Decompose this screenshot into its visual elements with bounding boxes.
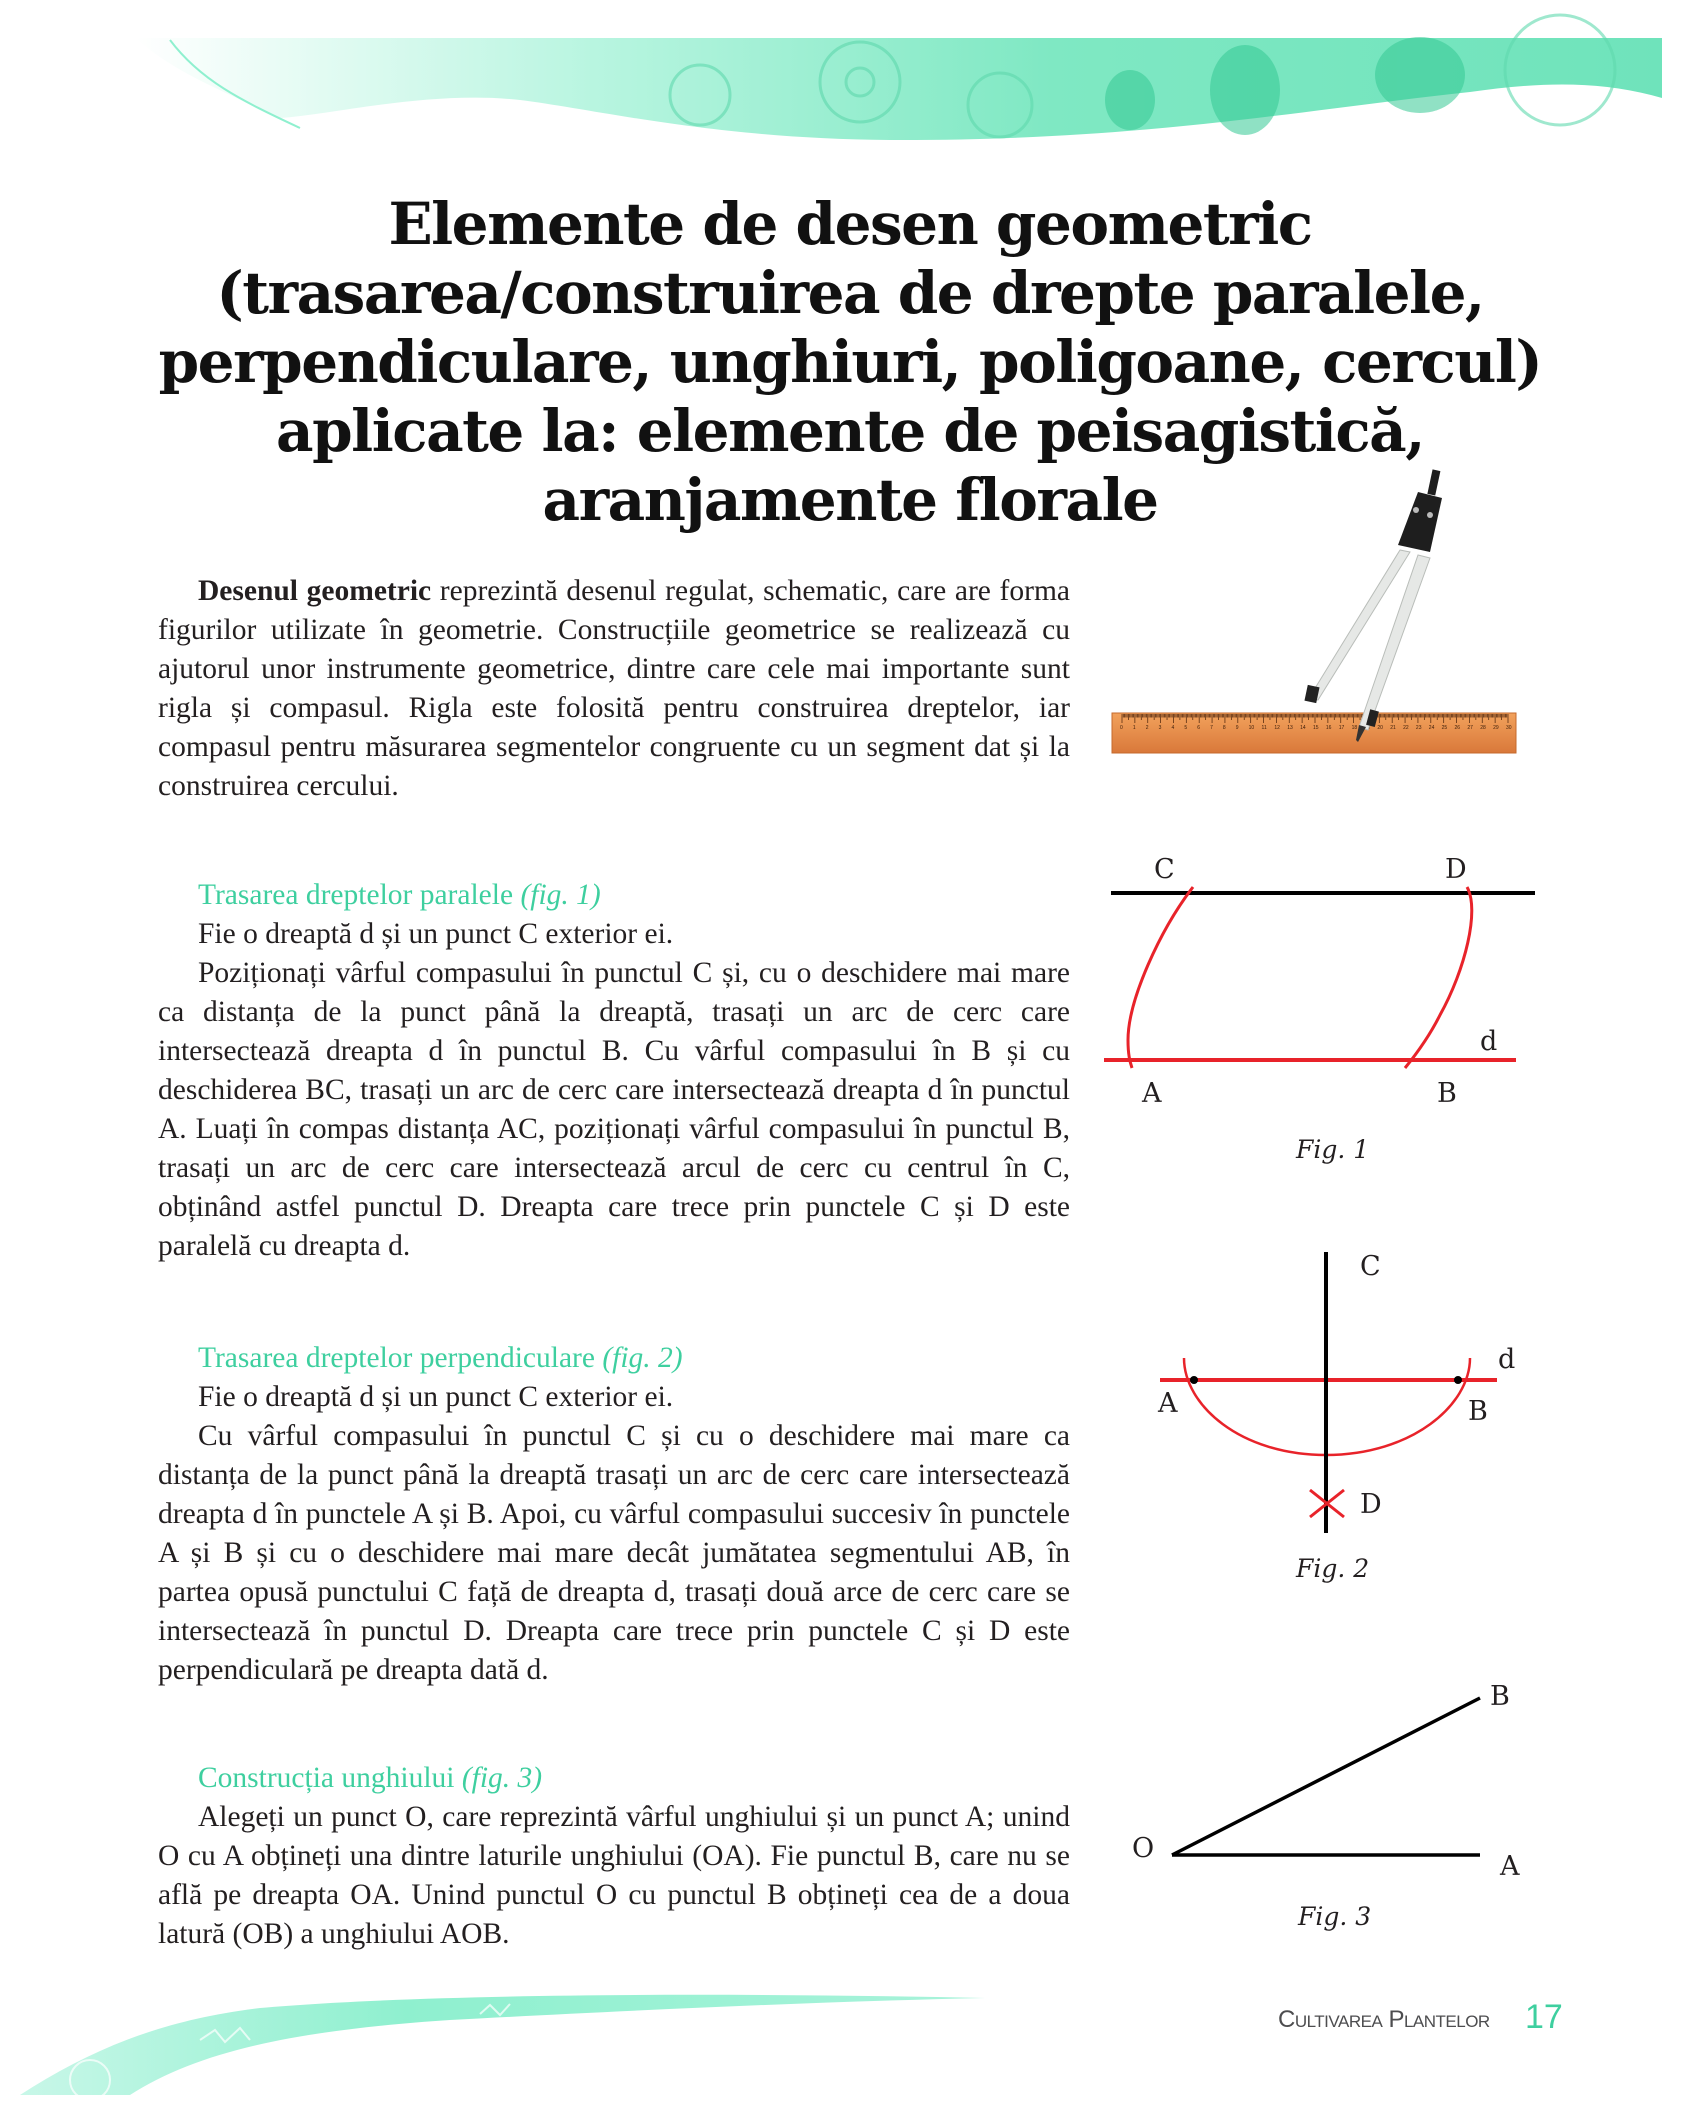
ruler xyxy=(1112,713,1516,753)
ruler-number: 9 xyxy=(1235,725,1239,731)
ruler-number: 25 xyxy=(1441,725,1448,731)
ruler-number: 16 xyxy=(1325,725,1332,731)
ruler-number: 18 xyxy=(1351,725,1358,731)
intro-text: reprezintă desenul regulat, schematic, care are forma figurilor utilizate în geometrie. Construcțiile geometrice se realizează cu ajutorul unor instrumente geometrice, dintre care cele mai importante sunt rigla și compasul. Rigla este folosită pentru construirea dreptelor, iar compasul pentru măsurarea segmentelor congruente cu un segment dat și la construirea cercului. xyxy=(158,575,1070,802)
section-paragraph: Cu vârful compasului în punctul C și cu o deschidere mai mare ca distanța de la punct până la dreaptă trasați un arc de cerc care intersectează dreapta d în punctele A și B. Apoi, cu vârful compasului succesiv în punctele A și B și cu o deschidere mai mare decât jumătatea segmentului AB, în partea opusă punctului C față de dreapta d, trasați două arce de cerc care se intersectează în punctul D. Dreapta care trece prin punctele C și D este perpendiculară pe dreapta dată d. xyxy=(158,1420,1070,1686)
section-heading: Trasarea dreptelor paralele (fig. 1) xyxy=(198,879,601,911)
ruler-number: 21 xyxy=(1390,725,1396,731)
point-b xyxy=(1454,1376,1462,1384)
page-number: 17 xyxy=(1525,1998,1563,2036)
running-footer-book-title: Cultivarea Plantelor xyxy=(1278,2006,1490,2033)
ruler-number: 10 xyxy=(1248,725,1255,731)
compass-icon xyxy=(1304,469,1442,742)
figure-3-angle xyxy=(1120,1670,1560,1960)
footer-decorative-band xyxy=(0,1990,1000,2126)
ruler-number: 1 xyxy=(1132,725,1136,731)
ruler-number: 7 xyxy=(1210,725,1213,731)
intro-section xyxy=(158,572,1070,806)
ruler-number: 17 xyxy=(1338,725,1345,731)
label-a: A xyxy=(1500,1851,1520,1882)
ruler-and-compass-illustration xyxy=(1100,460,1550,770)
figure-caption: Fig. 3 xyxy=(1298,1902,1372,1931)
intro-paragraph xyxy=(158,572,1070,806)
ruler-number: 27 xyxy=(1467,725,1473,731)
ruler-number: 15 xyxy=(1313,725,1319,731)
label-c: C xyxy=(1360,1251,1381,1282)
ruler-number: 3 xyxy=(1158,725,1162,731)
figure-caption: Fig. 2 xyxy=(1296,1554,1370,1583)
label-d-point: D xyxy=(1360,1489,1382,1520)
point-a xyxy=(1190,1376,1198,1384)
section-perpendicular-lines xyxy=(158,1339,1070,1690)
ruler-number: 6 xyxy=(1197,725,1200,731)
title-line: Elemente de desen geometric xyxy=(388,190,1312,258)
section-paragraph: Poziționați vârful compasului în punctul C și, cu o deschidere mai mare ca distanța de la punct până la dreaptă, trasați un arc de cerc care intersectează dreapta d în punctul B. Cu vârful compasului în B și cu deschiderea BC, trasați un arc de cerc care intersectează dreapta d în punctul A. Luați în compas distanța AC, poziționați vârful compasului în punctul B, trasați un arc de cerc care intersectează arcul de cerc cu centrul în C, obținând astfel punctul D. Dreapta care trece prin punctele C și D este paralelă cu dreapta d. xyxy=(158,957,1070,1262)
section-parallel-lines xyxy=(158,876,1070,1266)
ruler-number: 8 xyxy=(1222,725,1226,731)
label-b: B xyxy=(1490,1681,1510,1712)
ruler-number: 11 xyxy=(1261,725,1267,731)
ruler-number: 4 xyxy=(1171,725,1175,731)
label-b: B xyxy=(1437,1078,1457,1109)
ruler-number: 12 xyxy=(1274,725,1280,731)
label-a: A xyxy=(1142,1078,1162,1109)
ruler-number: 0 xyxy=(1120,725,1123,731)
arc-from-b xyxy=(1128,887,1193,1068)
figure-2-perpendicular-lines xyxy=(1130,1240,1560,1610)
section-heading: Trasarea dreptelor perpendiculare (fig. 2) xyxy=(198,1342,683,1374)
ruler-number: 22 xyxy=(1403,725,1409,731)
ruler-number: 5 xyxy=(1184,725,1188,731)
section-heading: Construcția unghiului (fig. 3) xyxy=(198,1762,543,1794)
label-o: O xyxy=(1132,1833,1155,1864)
ruler-number: 29 xyxy=(1493,725,1499,731)
section-paragraph: Fie o dreaptă d și un punct C exterior ei. xyxy=(198,918,674,950)
section-paragraph: Fie o dreaptă d și un punct C exterior ei. xyxy=(198,1381,674,1413)
figure-caption: Fig. 1 xyxy=(1296,1135,1370,1164)
label-d-point: D xyxy=(1445,854,1467,885)
label-b: B xyxy=(1468,1396,1488,1427)
ruler-number: 20 xyxy=(1377,725,1383,731)
section-paragraph: Alegeți un punct O, care reprezintă vârful unghiului și un punct A; unind O cu A obțineți una dintre laturile unghiului (OA). Fie punctul B, care nu se află pe dreapta OA. Unind punctul O cu punctul B obțineți cea de a doua latură (OB) a unghiului AOB. xyxy=(158,1801,1070,1950)
label-line-d: d xyxy=(1498,1344,1516,1375)
ruler-number: 13 xyxy=(1287,725,1293,731)
title-line: aplicate la: elemente de peisagistică, xyxy=(276,397,1424,465)
arc-from-c xyxy=(1405,887,1472,1068)
intro-bold-term: Desenul geometric xyxy=(198,575,432,607)
ruler-number: 14 xyxy=(1300,725,1306,731)
label-a: A xyxy=(1158,1388,1178,1419)
section-angle-construction xyxy=(158,1759,1070,1954)
label-line-d: d xyxy=(1480,1026,1498,1057)
ruler-number: 23 xyxy=(1415,725,1422,731)
title-line: (trasarea/construirea de drepte paralele, xyxy=(216,259,1484,327)
figure-reference-link[interactable]: (fig. 2) xyxy=(602,1342,683,1374)
title-line: aranjamente florale xyxy=(542,466,1158,534)
ruler-number: 30 xyxy=(1506,725,1512,731)
ruler-number: 2 xyxy=(1145,725,1149,731)
figure-reference-link[interactable]: (fig. 1) xyxy=(520,879,601,911)
ruler-number: 26 xyxy=(1454,725,1461,731)
figure-1-parallel-lines xyxy=(1100,840,1560,1180)
label-c: C xyxy=(1154,854,1175,885)
header-decorative-band xyxy=(0,0,1693,170)
ray-ob xyxy=(1172,1698,1480,1855)
figure-reference-link[interactable]: (fig. 3) xyxy=(461,1762,543,1794)
ruler-number: 24 xyxy=(1428,725,1435,731)
title-line: perpendiculare, unghiuri, poligoane, cercul) xyxy=(158,328,1542,396)
ruler-number: 28 xyxy=(1480,725,1486,731)
